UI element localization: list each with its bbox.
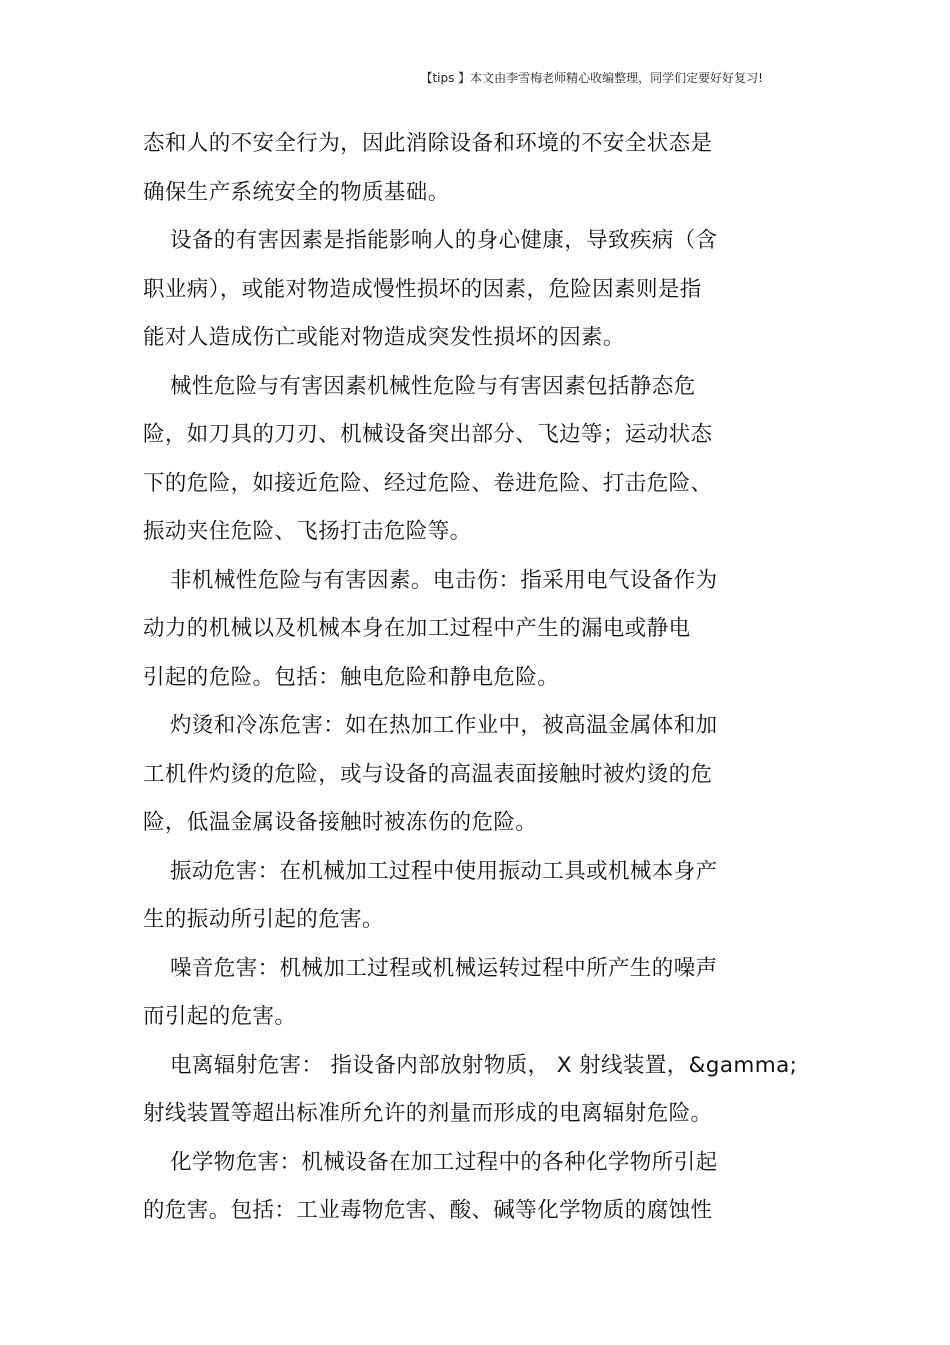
text-line: 引起的危险。包括：触电危险和静电危险。 [143, 664, 560, 690]
text-line: 非机械性危险与有害因素。电击伤：指采用电气设备作为 [170, 567, 718, 593]
text-line: 械性危险与有害因素机械性危险与有害因素包括静态危 [170, 373, 696, 399]
text-line: 振动危害：在机械加工过程中使用振动工具或机械本身产 [170, 858, 718, 884]
text-line: 射线装置等超出标准所允许的剂量而形成的电离辐射危险。 [143, 1101, 713, 1126]
text-line: 设备的有害因素是指能影响人的身心健康，导致疾病（含 [170, 228, 718, 253]
text-line: 险，低温金属设备接触时被冻伤的危险。 [143, 810, 538, 835]
text-line: 态和人的不安全行为，因此消除设备和环境的不安全状态是 [143, 131, 713, 156]
text-line: 下的危险，如接近危险、经过危险、卷进危险、打击危险、 [143, 470, 713, 496]
text-line: 生的振动所引起的危害。 [143, 907, 384, 932]
text-line: 化学物危害：机械设备在加工过程中的各种化学物所引起 [170, 1149, 718, 1175]
text-line: 灼烫和冷冻危害：如在热加工作业中，被高温金属体和加 [170, 713, 718, 738]
text-line: 的危害。包括：工业毒物危害、酸、碱等化学物质的腐蚀性 [143, 1198, 713, 1223]
header-tips: 【tips 】本文由李雪梅老师精心收编整理，同学们定要好好复习! [420, 71, 763, 85]
text-line: 职业病），或能对物造成慢性损坏的因素，危险因素则是指 [143, 276, 702, 302]
text-line: 而引起的危害。 [143, 1004, 297, 1029]
text-line: 电离辐射危害： 指设备内部放射物质， X 射线装置，&gamma; [170, 1052, 798, 1078]
text-line: 能对人造成伤亡或能对物造成突发性损坏的因素。 [143, 325, 625, 350]
text-line: 确保生产系统安全的物质基础。 [143, 179, 450, 205]
document-body [143, 128, 823, 1244]
text-line: 动力的机械以及机械本身在加工过程中产生的漏电或静电 [143, 616, 691, 641]
text-line: 振动夹住危险、飞扬打击危险等。 [143, 519, 472, 544]
text-line: 噪音危害：机械加工过程或机械运转过程中所产生的噪声 [170, 955, 718, 981]
text-line: 工机件灼烫的危险，或与设备的高温表面接触时被灼烫的危 [143, 761, 713, 787]
text-line: 险，如刀具的刀刃、机械设备突出部分、飞边等；运动状态 [143, 422, 713, 447]
